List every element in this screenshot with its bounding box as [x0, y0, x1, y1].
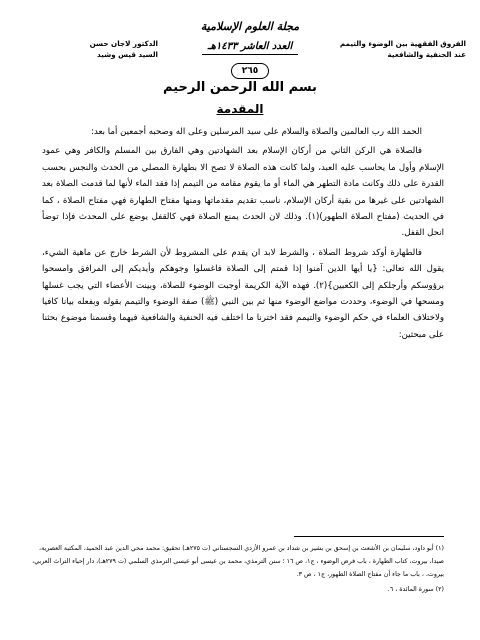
footnote: (٢) سورة المائدة ، ٦.: [387, 586, 444, 593]
journal-title: مجلة العلوم الإسلامية: [200, 20, 300, 33]
page-number: ٢٦٥: [231, 63, 269, 79]
paragraph: الحمد الله رب العالمين والصلاة والسلام على سيد المرسلين وعلى اله وصحبه أجمعين أما بعد:: [91, 127, 422, 137]
basmala: بسم الله الرحمن الرحيم: [163, 80, 317, 95]
header-article-title: [316, 38, 466, 60]
paragraph: فالصلاة هي الركن الثاني من أركان الإسلام بعد الشهادتين وهي الفارق بين المسلم والكافر وهي عمود الإسلام وأول ما يحاسب عليه العبد، ولما كانت هذه الصلاة لا تصح الا بطهارة المصلي من الحدث والنجس بحسب القدرة على ذلك وكانت مادة التطهر هي الماء أو ما يقوم مقامه من التيمم إذا فقد الماء لأنها لما قدمت الصلاة بعد الشهادتين على غيرها من بقية أركان الإسلام، ناسب تقديم مقدماتها ومنها مفتاح الطهارة فهي مفتاح الصلاة ، كما في الحديث (مفتاح الصلاة الطهور)(١). وذلك لان الحدث يمنع الصلاة فهي كالقفل يوضع على المحدث فإذا توضأ انحل القفل.: [42, 146, 444, 239]
section-title: المقدمة: [216, 102, 264, 116]
footnotes: [32, 536, 444, 598]
author-2: السيد قيس وشيد: [97, 50, 158, 59]
header-article-title-line2: عند الحنفية والشافعية: [387, 50, 466, 59]
header-authors: [38, 38, 158, 60]
body-text: [42, 124, 444, 346]
paragraph: فالطهارة أوكد شروط الصلاة ، والشرط لابد ان يقدم على المشروط لأن الشرط خارج عن ماهية الشيء، يقول الله تعالى: {يا أيها الذين آمنوا إذا قمتم إلى الصلاة فاغسلوا وجوهكم وأيديكم إلى المرافق وامسحوا برؤوسكم وأرجلكم إلى الكعبين}(٢). فهذه الآية الكريمة أوجبت الوضوء للصلاة، وبينت الأعضاء التي يجب غسلها ومسحها في الوضوء، وحددت مواضع الوضوء منها ثم بين النبي (ﷺ) صفة الوضوء والتيمم بقوله وبفعله بيانا كافيا ولاختلاف العلماء في حكم الوضوء والتيمم فقد اخترنا ما اختلف فيه الحنفية والشافعية فيهما وقسمنا موضوع بحثنا على مبحثين:: [42, 247, 444, 340]
footnote: (١) أبو داود، سليمان بن الأشعث بن إسحق بن بشير بن شداد بن عمرو الأزدي السجستاني (ت ٢٧٥هـ) تحقيق: محمد محي الدين عبد الحميد، المكتبة العصرية، صيدا، بيروت، كتاب الطهارة ، باب فرض الوضوء ، ج١، ص ١٦ ؛ سنن الترمذي، محمد بن عيسى أبو عيسى الترمذي السلمي (ت ٢٧٩هـ)، دار إحياء التراث العربي، بيروت، ، باب ما جاء أن مفتاح الصلاة الطهور، ج١ ، ص ٣.: [32, 545, 444, 578]
header-article-title-line1: الفروق الفقهية بين الوضوء والتيمم: [339, 39, 466, 48]
author-1: الدكتور لاجان حسن: [89, 39, 158, 48]
footnote-divider: [294, 536, 444, 537]
issue-label: العدد العاشر ١٤٣٣هـ: [202, 40, 299, 55]
header-journal: [180, 20, 320, 79]
